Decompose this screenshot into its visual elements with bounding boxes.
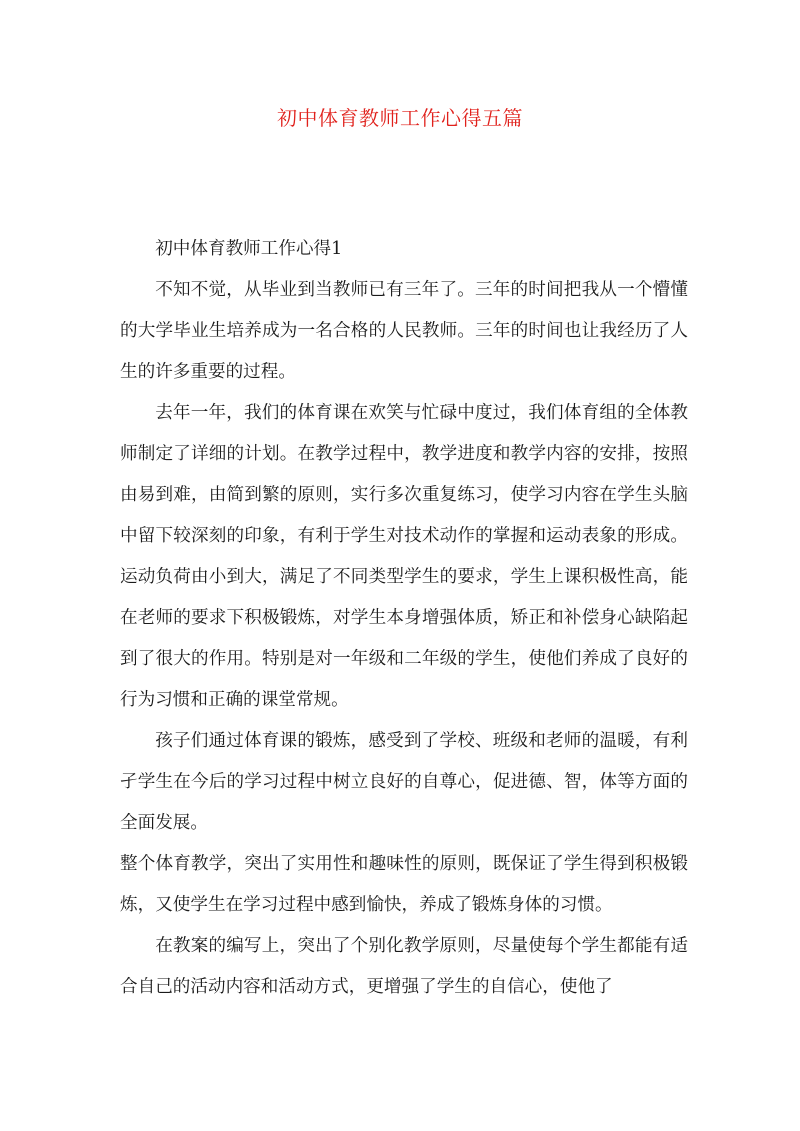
paragraph-3: 孩子们通过体育课的锻炼，感受到了学校、班级和老师的温暖，有利孑学生在今后的学习过程中树立良好的自尊心，促进德、智，体等方面的全面发展。	[120, 731, 688, 833]
paragraph-1: 不知不觉，从毕业到当教师已有三年了。三年的时间把我从一个懵懂的大学毕业生培养成为一名合格的人民教师。三年的时间也让我经历了人生的许多重要的过程。	[120, 280, 688, 382]
section-heading: 初中体育教师工作心得1	[155, 239, 343, 259]
paragraph-2: 去年一年，我们的体育课在欢笑与忙碌中度过，我们体育组的全体教师制定了详细的计划。在教学过程中，教学进度和教学内容的安排，按照由易到难，由简到繁的原则，实行多次重复练习，使学习内容在学生头脑中留下较深刻的印象，有利于学生对技术动作的掌握和运动表象的形成。运动负荷由小到大，满足了不同类型学生的要求，学生上课积极性高，能在老师的要求下积极锻炼，对学生本身增强体质，矫正和补偿身心缺陷起到了很大的作用。特别是对一年级和二年级的学生，使他们养成了良好的行为习惯和正确的课堂常规。	[120, 403, 688, 710]
document-title: 初中体育教师工作心得五篇	[277, 106, 523, 130]
paragraph-5: 在教案的编写上，突出了个别化教学原则，尽量使每个学生都能有适合自己的活动内容和活动方式，更增强了学生的自信心，使他了	[120, 936, 688, 997]
paragraph-4: 整个体育教学，突出了实用性和趣味性的原则，既保证了学生得到积极锻炼，又使学生在学习过程中感到愉快，养成了锻炼身体的习惯。	[120, 854, 688, 915]
document-body	[120, 229, 688, 1008]
